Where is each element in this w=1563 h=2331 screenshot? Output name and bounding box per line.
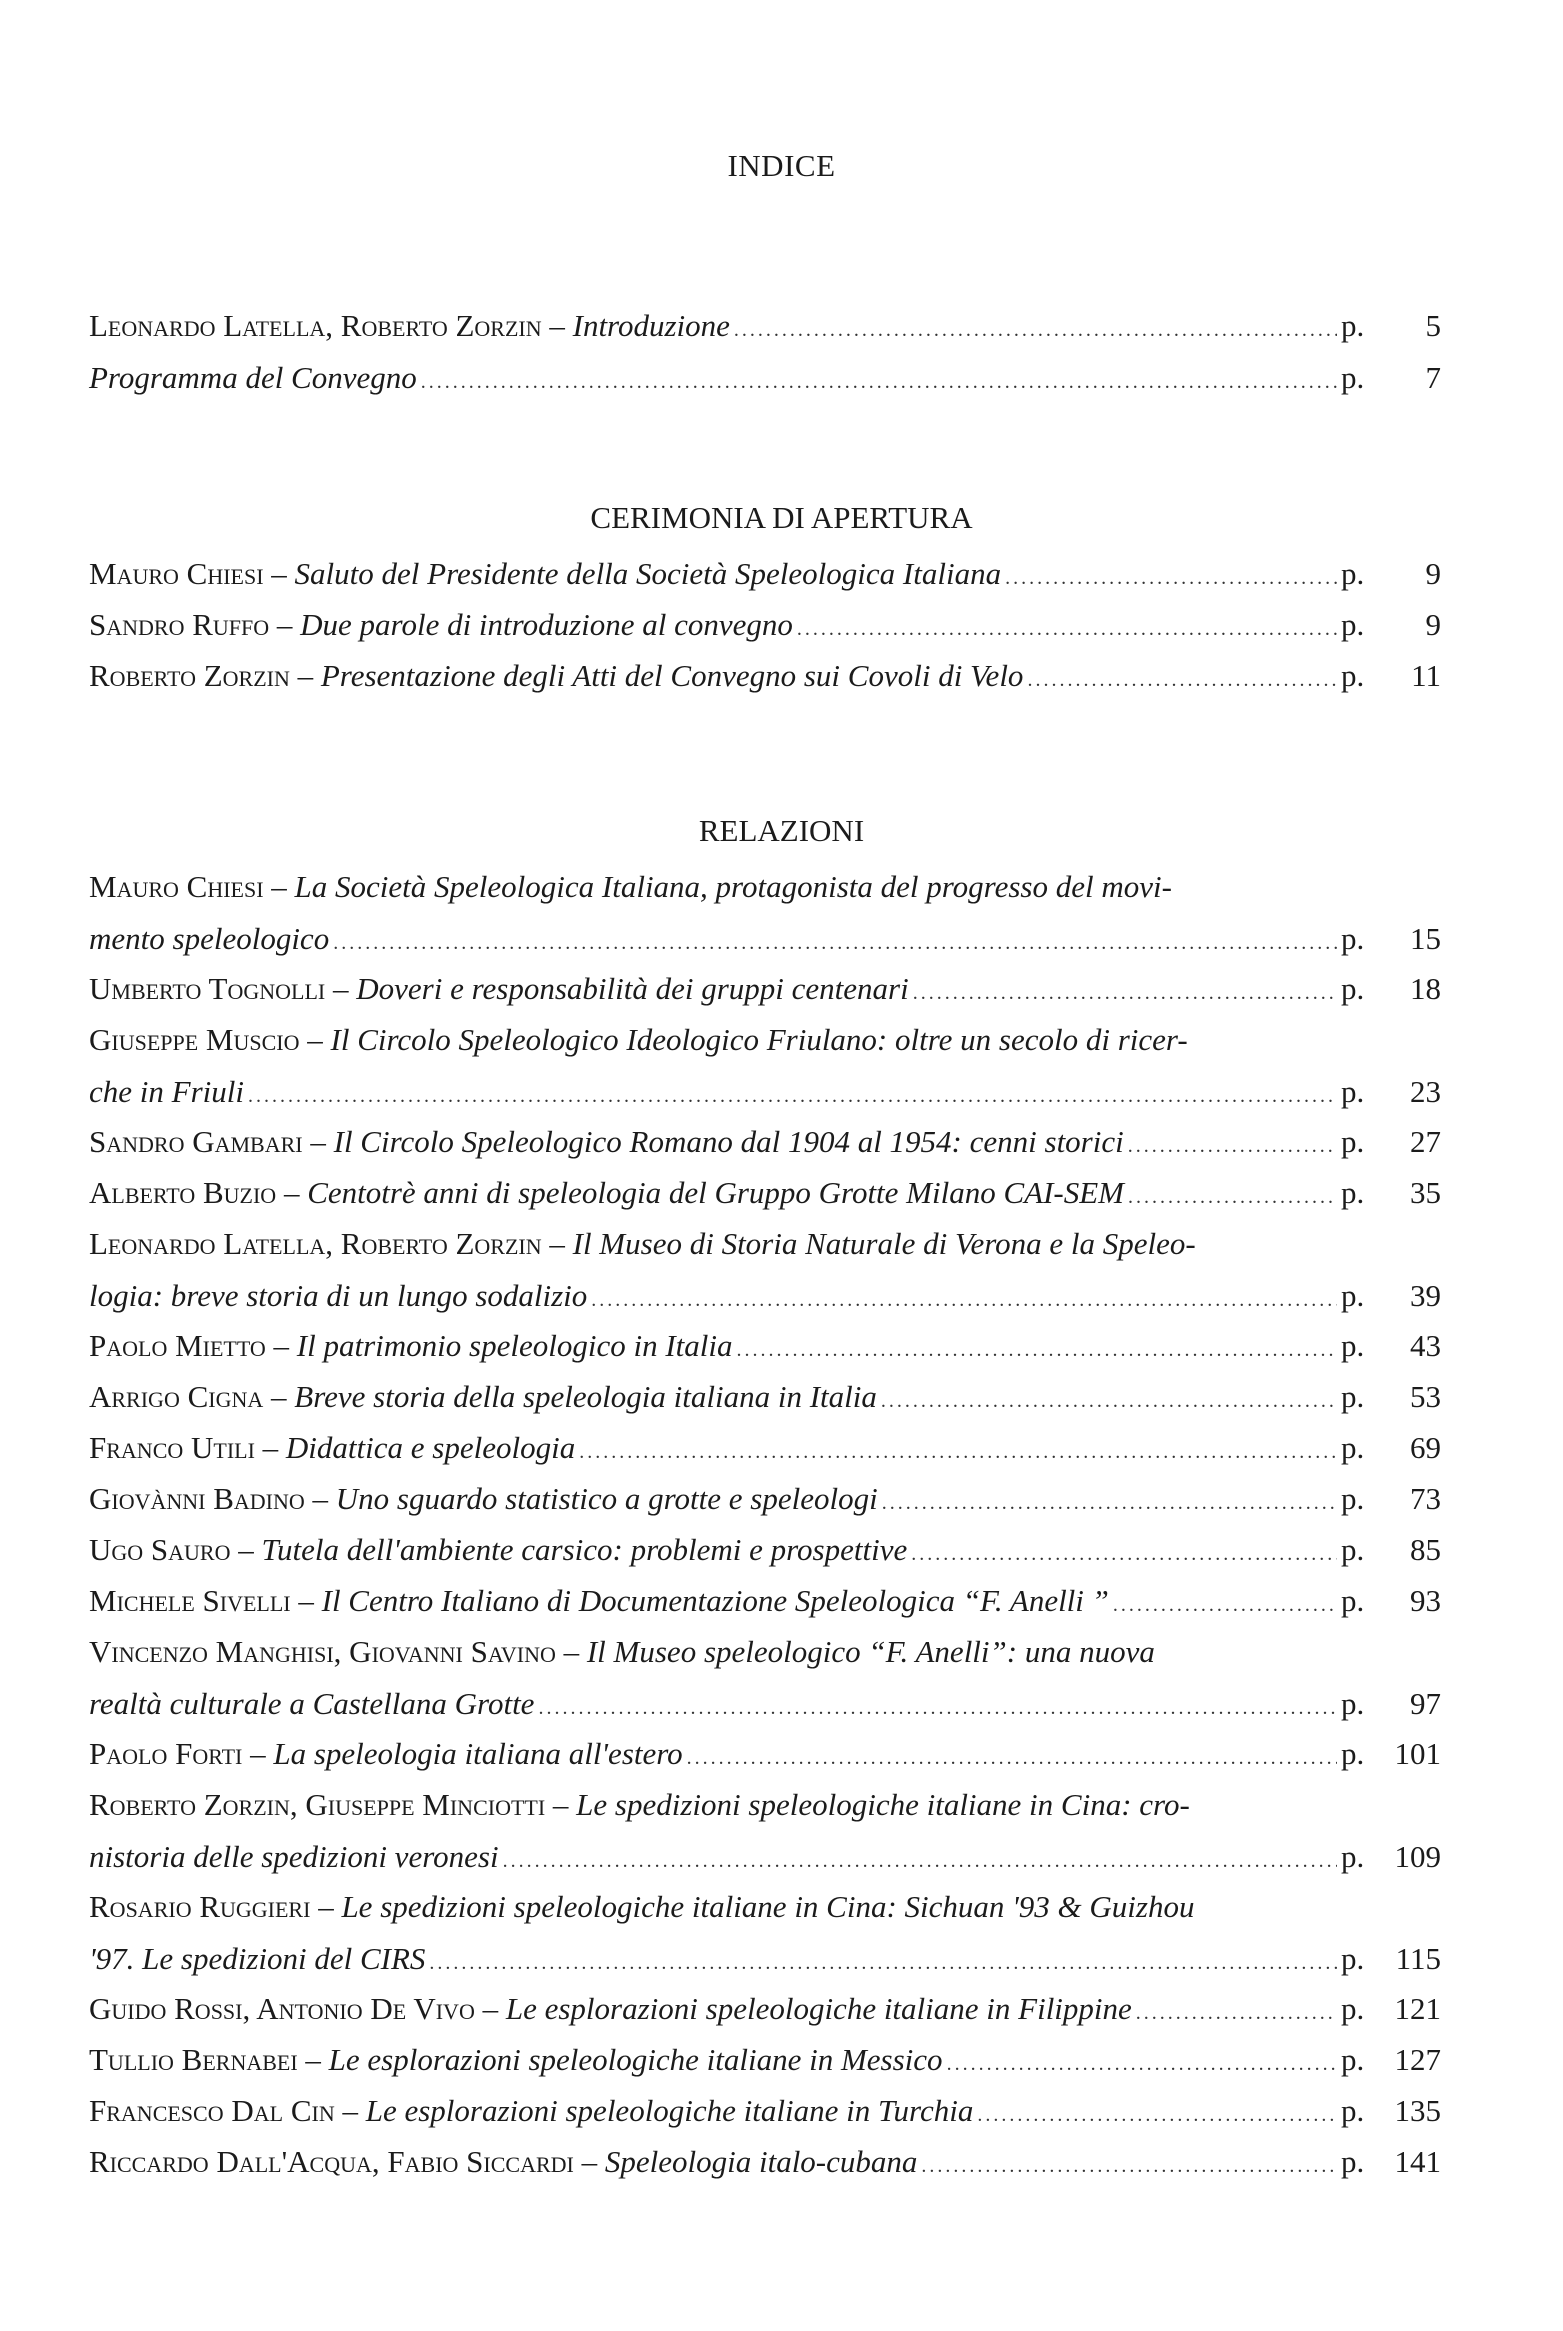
page-number: 93	[1410, 1583, 1441, 1618]
page-reference	[1341, 1728, 1441, 1780]
toc-entry-line	[89, 1575, 1441, 1627]
entry-separator: –	[276, 1175, 308, 1210]
page-reference	[1341, 1066, 1441, 1118]
dot-leader	[1128, 1120, 1337, 1172]
toc-entry-line	[89, 2085, 1441, 2137]
entry-text	[89, 2136, 917, 2188]
entry-title: Presentazione degli Atti del Convegno sui Covoli di Velo	[320, 658, 1024, 693]
entry-separator: –	[541, 1226, 573, 1261]
toc-entry	[89, 650, 1441, 702]
entry-separator: –	[230, 1532, 262, 1567]
dot-leader	[538, 1682, 1337, 1734]
entry-text	[89, 913, 329, 965]
dot-leader	[1128, 1171, 1337, 1223]
entry-author: Mauro Chiesi	[89, 556, 264, 591]
dot-leader	[734, 304, 1337, 356]
entry-author: Roberto Zorzin, Giuseppe Minciotti	[89, 1787, 546, 1822]
entry-author: Giuseppe Muscio	[89, 1022, 300, 1057]
toc-entry-line	[89, 1167, 1441, 1219]
page-number: 127	[1394, 2042, 1441, 2077]
entry-title: Introduzione	[572, 308, 730, 343]
entry-text	[89, 2085, 973, 2137]
entry-text	[89, 1728, 683, 1780]
entry-title: Doveri e responsabilità dei gruppi centenari	[356, 971, 909, 1006]
entry-author: Sandro Gambari	[89, 1124, 303, 1159]
page-abbrev: p.	[1341, 1991, 1365, 2026]
entry-title: Il Circolo Speleologico Romano dal 1904 al 1954: cenni storici	[333, 1124, 1124, 1159]
entry-text	[89, 548, 1001, 600]
toc-entry-line	[89, 1116, 1441, 1168]
page-number: 39	[1410, 1278, 1441, 1313]
page-number: 141	[1394, 2144, 1441, 2179]
toc-entry-line	[89, 1473, 1441, 1525]
entry-title: Il Museo di Storia Naturale di Verona e la Speleo-	[572, 1226, 1196, 1261]
dot-leader	[591, 1274, 1337, 1326]
toc-entry-line	[89, 1014, 1441, 1066]
entry-title: Tutela dell'ambiente carsico: problemi e prospettive	[261, 1532, 908, 1567]
entry-author: Vincenzo Manghisi, Giovanni Savino	[89, 1634, 556, 1669]
toc-entry	[89, 599, 1441, 651]
entry-separator: –	[474, 1991, 506, 2026]
page-abbrev: p.	[1341, 1583, 1365, 1618]
toc-entry	[89, 1167, 1441, 1219]
page-abbrev: p.	[1341, 2042, 1365, 2077]
entry-author: Leonardo Latella, Roberto Zorzin	[89, 1226, 542, 1261]
toc-entry-line	[89, 1933, 1441, 1985]
dot-leader	[977, 2089, 1337, 2141]
entry-separator: –	[254, 1430, 286, 1465]
page-abbrev: p.	[1341, 607, 1365, 642]
entry-title: logia: breve storia di un lungo sodalizio	[89, 1278, 588, 1313]
entry-author: Mauro Chiesi	[89, 869, 264, 904]
toc-entry	[89, 1524, 1441, 1576]
toc-entry-line	[89, 1270, 1441, 1322]
page-number: 121	[1394, 1991, 1441, 2026]
dot-leader	[882, 1477, 1337, 1529]
page-number: 53	[1410, 1379, 1441, 1414]
dot-leader	[579, 1426, 1337, 1478]
page-number: 9	[1425, 556, 1441, 591]
entry-text	[89, 352, 417, 404]
toc-entry	[89, 2034, 1441, 2086]
toc-entry	[89, 1779, 1441, 1883]
entry-text	[89, 963, 909, 1015]
page-abbrev: p.	[1341, 658, 1365, 693]
entry-author: Sandro Ruffo	[89, 607, 270, 642]
entry-separator: –	[299, 1022, 331, 1057]
entry-author: Ugo Sauro	[89, 1532, 231, 1567]
toc-entry	[89, 548, 1441, 600]
page-title: INDICE	[727, 148, 836, 183]
entry-text	[89, 599, 793, 651]
entry-title: Le esplorazioni speleologiche italiane in Turchia	[365, 2093, 974, 2128]
entry-title: mento speleologico	[89, 921, 330, 956]
entry-title: Saluto del Presidente della Società Speleologica Italiana	[294, 556, 1002, 591]
page-reference	[1341, 2034, 1441, 2086]
entry-title: Le esplorazioni speleologiche italiane in Messico	[328, 2042, 943, 2077]
page-abbrev: p.	[1341, 971, 1365, 1006]
toc-entry-line	[89, 1881, 1441, 1933]
entry-text	[89, 1066, 244, 1118]
dot-leader	[947, 2038, 1337, 2090]
page-number: 97	[1410, 1686, 1441, 1721]
entry-separator: –	[302, 1124, 334, 1159]
toc-entry-line	[89, 1320, 1441, 1372]
page-reference	[1341, 548, 1441, 600]
entry-title: che in Friuli	[89, 1074, 244, 1109]
toc-entry	[89, 963, 1441, 1015]
toc-entry	[89, 1218, 1441, 1322]
page-reference	[1341, 1320, 1441, 1372]
entry-separator: –	[325, 971, 357, 1006]
page-number: 109	[1394, 1839, 1441, 1874]
page-reference	[1341, 1422, 1441, 1474]
entry-title: Le esplorazioni speleologiche italiane in Filippine	[505, 1991, 1132, 2026]
entry-text	[89, 1371, 877, 1423]
entry-author: Michele Sivelli	[89, 1583, 291, 1618]
entry-author: Arrigo Cigna	[89, 1379, 264, 1414]
dot-leader	[687, 1732, 1337, 1784]
toc-entry-line	[89, 650, 1441, 702]
toc-entry-line	[89, 2034, 1441, 2086]
toc-entry	[89, 1728, 1441, 1780]
entry-author: Leonardo Latella, Roberto Zorzin	[89, 308, 542, 343]
page-reference	[1341, 1933, 1441, 1985]
entry-title: Speleologia italo-cubana	[604, 2144, 918, 2179]
entry-author: Guido Rossi, Antonio De Vivo	[89, 1991, 475, 2026]
toc-entry	[89, 1983, 1441, 2035]
page-abbrev: p.	[1341, 1532, 1365, 1567]
entry-text	[89, 1167, 1124, 1219]
toc-entry	[89, 352, 1441, 404]
page-reference	[1341, 2085, 1441, 2137]
toc-entry-line	[89, 1831, 1441, 1883]
entry-title: La Società Speleologica Italiana, protagonista del progresso del movi-	[294, 869, 1172, 904]
dot-leader	[503, 1835, 1337, 1887]
dot-leader	[921, 2140, 1337, 2192]
toc-entry	[89, 1422, 1441, 1474]
page-abbrev: p.	[1341, 1430, 1365, 1465]
entry-author: Tullio Bernabei	[89, 2042, 298, 2077]
entry-title: realtà culturale a Castellana Grotte	[89, 1686, 535, 1721]
page-reference	[1341, 1983, 1441, 2035]
page-reference	[1341, 300, 1441, 352]
page-number: 7	[1425, 360, 1441, 395]
toc-entry	[89, 2136, 1441, 2188]
toc-entry	[89, 1473, 1441, 1525]
toc-entry-line	[89, 861, 1441, 913]
page-number: 18	[1410, 971, 1441, 1006]
page-number: 43	[1410, 1328, 1441, 1363]
entry-separator: –	[541, 308, 573, 343]
entry-title: Il Circolo Speleologico Ideologico Friulano: oltre un secolo di ricer-	[330, 1022, 1188, 1057]
entry-text	[89, 650, 1023, 702]
entry-author: Alberto Buzio	[89, 1175, 277, 1210]
entry-author: Giovànni Badino	[89, 1481, 305, 1516]
page-number: 69	[1410, 1430, 1441, 1465]
entry-separator: –	[242, 1736, 274, 1771]
page-abbrev: p.	[1341, 360, 1365, 395]
page-number: 11	[1411, 658, 1441, 693]
page-reference	[1341, 963, 1441, 1015]
entry-separator: –	[573, 2144, 605, 2179]
toc-entry	[89, 861, 1441, 965]
entry-author: Umberto Tognolli	[89, 971, 326, 1006]
page-number: 23	[1410, 1074, 1441, 1109]
page-abbrev: p.	[1341, 1839, 1365, 1874]
section-heading: CERIMONIA DI APERTURA	[590, 500, 973, 535]
dot-leader	[911, 1528, 1337, 1580]
page-number: 135	[1394, 2093, 1441, 2128]
dot-leader	[1027, 654, 1337, 706]
entry-separator: –	[263, 556, 295, 591]
entry-separator: –	[334, 2093, 366, 2128]
page-number: 101	[1394, 1736, 1441, 1771]
entry-title: Le spedizioni speleologiche italiane in Cina: Sichuan '93 & Guizhou	[341, 1889, 1195, 1924]
page-reference	[1341, 2136, 1441, 2188]
entry-title: Uno sguardo statistico a grotte e speleologi	[335, 1481, 878, 1516]
toc-entry	[89, 1116, 1441, 1168]
dot-leader	[1005, 552, 1337, 604]
dot-leader	[421, 356, 1337, 408]
toc-entry	[89, 1320, 1441, 1372]
toc-entry-line	[89, 913, 1441, 965]
page-reference	[1341, 1524, 1441, 1576]
page-abbrev: p.	[1341, 2144, 1365, 2179]
toc-entry-line	[89, 599, 1441, 651]
page-number: 73	[1410, 1481, 1441, 1516]
dot-leader	[881, 1375, 1337, 1427]
page-number: 15	[1410, 921, 1441, 956]
entry-separator: –	[297, 2042, 329, 2077]
toc-entry-line	[89, 1678, 1441, 1730]
entry-text	[89, 1575, 1109, 1627]
entry-text	[89, 1473, 878, 1525]
entry-separator: –	[304, 1481, 336, 1516]
page-abbrev: p.	[1341, 1074, 1365, 1109]
entry-title: Le spedizioni speleologiche italiane in Cina: cro-	[576, 1787, 1190, 1822]
entry-title: Due parole di introduzione al convegno	[300, 607, 793, 642]
entry-author: Riccardo Dall'Acqua, Fabio Siccardi	[89, 2144, 574, 2179]
entry-text	[89, 1983, 1132, 2035]
dot-leader	[333, 917, 1337, 969]
entry-text	[89, 300, 730, 352]
page-abbrev: p.	[1341, 1379, 1365, 1414]
entry-author: Roberto Zorzin	[89, 658, 290, 693]
dot-leader	[797, 603, 1337, 655]
entry-text	[89, 1933, 425, 1985]
toc-entry-line	[89, 548, 1441, 600]
page-reference	[1341, 1678, 1441, 1730]
toc-entry	[89, 2085, 1441, 2137]
entry-text	[89, 1270, 587, 1322]
page-number: 27	[1410, 1124, 1441, 1159]
page-reference	[1341, 1575, 1441, 1627]
page-number: 85	[1410, 1532, 1441, 1567]
toc-entry-line	[89, 1371, 1441, 1423]
page-abbrev: p.	[1341, 1328, 1365, 1363]
toc-entry-line	[89, 2136, 1441, 2188]
entry-separator: –	[269, 607, 301, 642]
entry-title: Programma del Convegno	[89, 360, 417, 395]
dot-leader	[1113, 1579, 1337, 1631]
entry-separator: –	[555, 1634, 587, 1669]
entry-title: Centotrè anni di speleologia del Gruppo Grotte Milano CAI-SEM	[307, 1175, 1124, 1210]
entry-title: Il Centro Italiano di Documentazione Speleologica “F. Anelli ”	[321, 1583, 1109, 1618]
entry-author: Rosario Ruggieri	[89, 1889, 311, 1924]
page-reference	[1341, 1270, 1441, 1322]
page-abbrev: p.	[1341, 1481, 1365, 1516]
toc-entry-line	[89, 1728, 1441, 1780]
page-abbrev: p.	[1341, 921, 1365, 956]
page-abbrev: p.	[1341, 2093, 1365, 2128]
page-reference	[1341, 1831, 1441, 1883]
entry-text	[89, 1116, 1124, 1168]
entry-author: Paolo Mietto	[89, 1328, 266, 1363]
page-abbrev: p.	[1341, 1124, 1365, 1159]
toc-entry-line	[89, 1626, 1441, 1678]
entry-separator: –	[310, 1889, 342, 1924]
entry-author: Paolo Forti	[89, 1736, 243, 1771]
entry-title: Il Museo speleologico “F. Anelli”: una nuova	[586, 1634, 1155, 1669]
entry-title: La speleologia italiana all'estero	[273, 1736, 683, 1771]
entry-separator: –	[545, 1787, 577, 1822]
entry-title: '97. Le spedizioni del CIRS	[89, 1941, 426, 1976]
toc-entry-line	[89, 300, 1441, 352]
dot-leader	[429, 1937, 1337, 1989]
entry-text	[89, 1831, 499, 1883]
toc-entry	[89, 1626, 1441, 1730]
page-reference	[1341, 352, 1441, 404]
dot-leader	[1136, 1987, 1337, 2039]
page-reference	[1341, 1371, 1441, 1423]
section-heading: RELAZIONI	[698, 813, 865, 848]
page-reference	[1341, 1473, 1441, 1525]
toc-entry-line	[89, 1066, 1441, 1118]
page-number: 115	[1395, 1941, 1441, 1976]
entry-text	[89, 1422, 575, 1474]
entry-author: Franco Utili	[89, 1430, 255, 1465]
entry-title: Didattica e speleologia	[285, 1430, 576, 1465]
toc-entry-line	[89, 352, 1441, 404]
toc-entry-line	[89, 1779, 1441, 1831]
page-reference	[1341, 913, 1441, 965]
page-number: 5	[1425, 308, 1441, 343]
page-number: 9	[1425, 607, 1441, 642]
toc-entry	[89, 1014, 1441, 1118]
page-reference	[1341, 650, 1441, 702]
toc-entry-line	[89, 963, 1441, 1015]
toc-entry-line	[89, 1218, 1441, 1270]
dot-leader	[913, 967, 1337, 1019]
entry-text	[89, 1524, 907, 1576]
entry-separator: –	[263, 869, 295, 904]
page-reference	[1341, 1167, 1441, 1219]
page-reference	[1341, 1116, 1441, 1168]
toc-entry-line	[89, 1983, 1441, 2035]
page-abbrev: p.	[1341, 556, 1365, 591]
entry-title: Breve storia della speleologia italiana in Italia	[294, 1379, 877, 1414]
toc-entry	[89, 1881, 1441, 1985]
entry-text	[89, 2034, 943, 2086]
toc-entry	[89, 1575, 1441, 1627]
toc-entry-line	[89, 1422, 1441, 1474]
entry-title: nistoria delle spedizioni veronesi	[89, 1839, 499, 1874]
entry-text	[89, 1320, 732, 1372]
page-abbrev: p.	[1341, 1278, 1365, 1313]
page-abbrev: p.	[1341, 1736, 1365, 1771]
page-reference	[1341, 599, 1441, 651]
page-abbrev: p.	[1341, 1175, 1365, 1210]
toc-entry	[89, 300, 1441, 352]
entry-separator: –	[289, 658, 321, 693]
entry-title: Il patrimonio speleologico in Italia	[296, 1328, 733, 1363]
page-abbrev: p.	[1341, 308, 1365, 343]
entry-author: Francesco Dal Cin	[89, 2093, 335, 2128]
page-abbrev: p.	[1341, 1686, 1365, 1721]
entry-separator: –	[290, 1583, 322, 1618]
page-abbrev: p.	[1341, 1941, 1365, 1976]
toc-entry	[89, 1371, 1441, 1423]
entry-text	[89, 1678, 534, 1730]
dot-leader	[248, 1070, 1337, 1122]
dot-leader	[736, 1324, 1337, 1376]
entry-separator: –	[263, 1379, 295, 1414]
entry-separator: –	[265, 1328, 297, 1363]
toc-entry-line	[89, 1524, 1441, 1576]
page-number: 35	[1410, 1175, 1441, 1210]
